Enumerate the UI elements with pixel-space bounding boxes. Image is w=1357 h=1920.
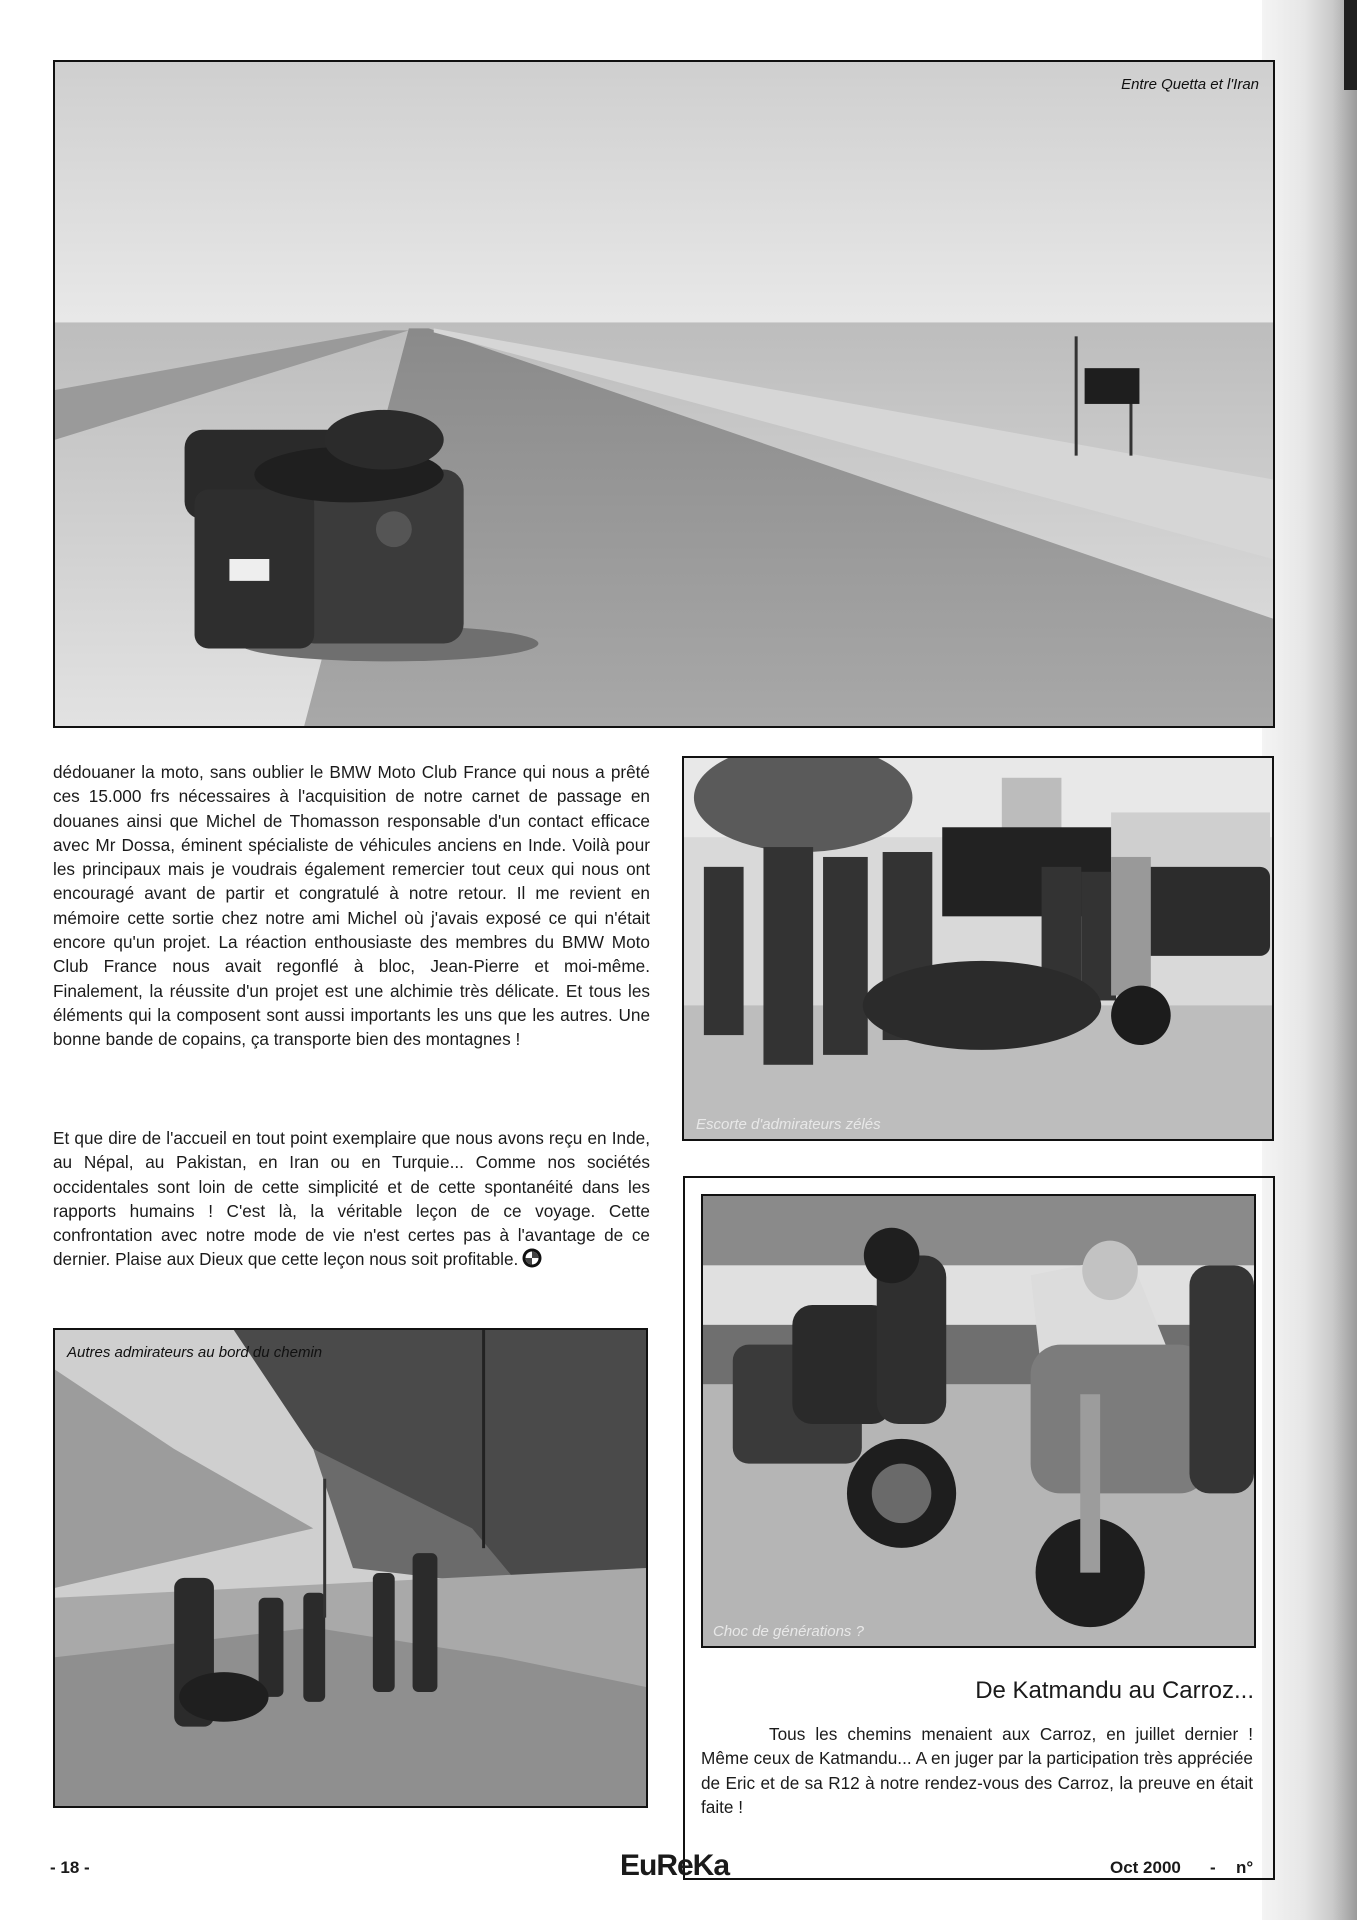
photo-escort: [682, 756, 1274, 1141]
page-edge-dark: [1344, 0, 1357, 90]
bmw-roundel-icon: [522, 1248, 542, 1268]
issue-date: Oct 2000: [1110, 1858, 1181, 1877]
photo-quetta-road-image: [55, 62, 1273, 726]
issue-number: n°: [1236, 1858, 1254, 1877]
brand-name: EuReKa: [620, 1849, 730, 1882]
sidebar-title: De Katmandu au Carroz...: [975, 1677, 1254, 1704]
article-paragraph-2-text: Et que dire de l'accueil en tout point exemplaire que nous avons reçu en Inde, au Népal, au Pakistan, en Iran ou en Turquie... Comme nos sociétés occidentales sont loin de cette simplicité et de cette spontanéité dans les rapports humains ! C'est là, la véritable leçon de ce voyage. Cette confrontation avec notre mode de vie n'est certes pas à l'avantage de ce dernier. Plaise aux Dieux que cette leçon nous soit profitable.: [53, 1128, 650, 1270]
article-paragraph-2: [53, 1126, 650, 1272]
footer-separator: -: [1210, 1858, 1216, 1877]
photo-caption: Autres admirateurs au bord du chemin: [67, 1344, 323, 1361]
photo-katmandu-image: [703, 1196, 1254, 1646]
brand-logo: [620, 1849, 729, 1883]
page-edge-shadow: [1262, 0, 1357, 1920]
photo-escort-image: [684, 758, 1272, 1139]
photo-caption: Entre Quetta et l'Iran: [1121, 76, 1259, 93]
photo-caption: Choc de générations ?: [713, 1623, 864, 1640]
article-paragraph-1: dédouaner la moto, sans oublier le BMW Moto Club France qui nous a prêté ces 15.000 frs nécessaires à l'acquisition de notre carnet de passage en douanes ainsi que Michel de Thomasson responsable d'un contact efficace avec Mr Dossa, éminent spécialiste de véhicules anciens en Inde. Voilà pour les principaux mais je voudrais également remercier tout ceux qui nous ont encouragé avant de partir et congratulé à notre retour. Il me revient en mémoire cette sortie chez notre ami Michel où j'avais exposé ce qui n'était encore qu'un projet. La réaction enthousiaste des membres du BMW Moto Club France nous avait regonflé à bloc, Jean-Pierre et moi-même. Finalement, la réussite d'un projet est une alchimie très délicate. Et tous les éléments qui la composent sont aussi importants les uns que les autres. Une bonne bande de copains, ça transporte bien des montagnes !: [53, 762, 650, 1050]
photo-caption: Escorte d'admirateurs zélés: [696, 1116, 881, 1133]
photo-children-image: [55, 1330, 646, 1806]
sidebar-text: Tous les chemins menaient aux Carroz, en juillet dernier ! Même ceux de Katmandu... A en juger par la participation très appréciée de Eric et de sa R12 à notre rendez-vous des Carroz, la preuve en était faite !: [701, 1724, 1253, 1817]
page-number: - 18 -: [50, 1858, 90, 1877]
photo-children: [53, 1328, 648, 1808]
photo-quetta-road: [53, 60, 1275, 728]
photo-katmandu: [701, 1194, 1256, 1648]
